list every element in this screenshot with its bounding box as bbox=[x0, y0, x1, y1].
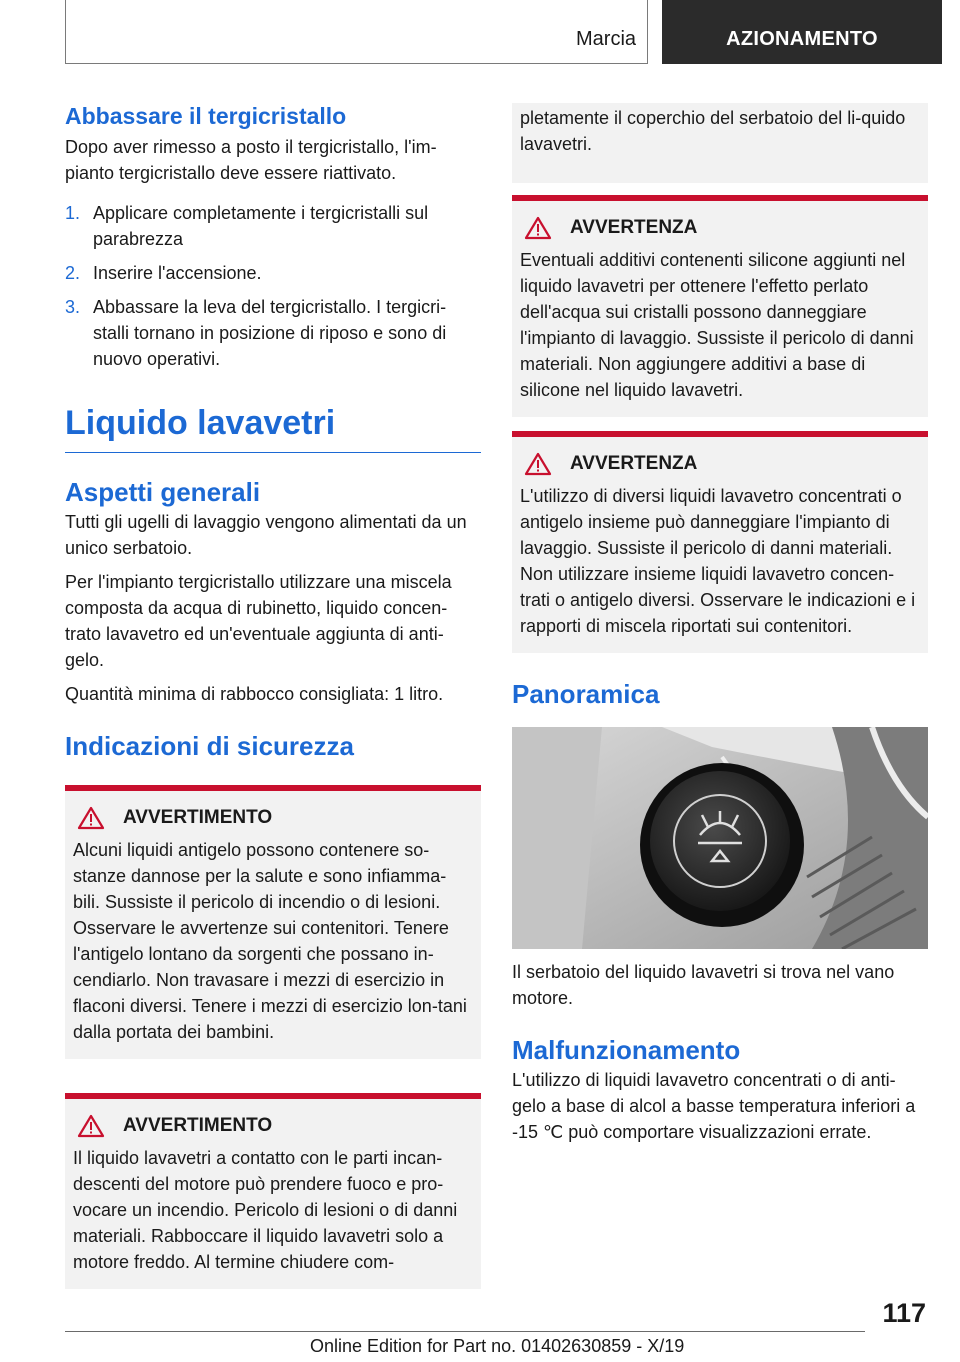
warning-continuation bbox=[512, 103, 928, 183]
heading-overview: Panoramica bbox=[512, 679, 660, 709]
general-paragraph-1: Tutti gli ugelli di lavaggio vengono alimentati da un unico serbatoio. bbox=[65, 512, 467, 558]
warning-title: AVVERTENZA bbox=[570, 453, 698, 474]
warning-box bbox=[65, 785, 481, 1059]
list-item bbox=[65, 294, 481, 372]
steps-list bbox=[65, 200, 481, 372]
page-number: 117 bbox=[882, 1298, 926, 1328]
list-item bbox=[65, 260, 481, 286]
warning-text: Alcuni liquidi antigelo possono contenere so-stanze dannose per la salute e sono infiamma-bili. Sussiste il pericolo di incendio o di lesioni. Osservare le avvertenze sui contenitori. Tenere l'antigelo lontano da sorgenti che possano in-cendiarlo. Non travasare i mezzi di esercizio in flaconi diversi. Tenere i mezzi di esercizio lon-tani dalla portata dei bambini. bbox=[73, 840, 467, 1042]
warning-text: L'utilizzo di diversi liquidi lavavetro concentrati o antigelo insieme può danneggiare l'impianto di lavaggio. Sussiste il pericolo di danni materiali. Non utilizzare insieme liquidi lavavetro concen-trati o antigelo diversi. Osservare le indicazioni e i rapporti di miscela riportati sui contenitori. bbox=[520, 486, 916, 636]
warning-triangle-icon bbox=[524, 216, 558, 240]
heading-safety: Indicazioni di sicurezza bbox=[65, 731, 354, 761]
header-frame bbox=[65, 0, 648, 64]
warning-header bbox=[73, 805, 473, 831]
header-chapter: AZIONAMENTO bbox=[726, 28, 878, 50]
warning-box bbox=[512, 431, 928, 653]
warning-title: AVVERTIMENTO bbox=[123, 807, 273, 828]
step-text: Inserire l'accensione. bbox=[93, 263, 262, 283]
footer-divider bbox=[65, 1331, 865, 1332]
heading-lower-wiper: Abbassare il tergicristallo bbox=[65, 103, 347, 129]
header-section: Marcia bbox=[576, 28, 637, 50]
lower-intro: Dopo aver rimesso a posto il tergicristallo, l'im-pianto tergicristallo deve essere riattivato. bbox=[65, 137, 437, 183]
general-paragraph-2: Per l'impianto tergicristallo utilizzare una miscela composta da acqua di rubinetto, liquido concen-trato lavavetro ed un'eventuale aggiunta di anti-gelo. bbox=[65, 572, 452, 670]
warning-header bbox=[520, 451, 920, 477]
left-column bbox=[65, 100, 481, 1289]
photo-caption: Il serbatoio del liquido lavavetri si trova nel vano motore. bbox=[512, 962, 895, 1008]
heading-general: Aspetti generali bbox=[65, 477, 261, 507]
warning-header bbox=[73, 1113, 473, 1139]
step-number: 2. bbox=[65, 263, 81, 283]
heading-malfunction: Malfunzionamento bbox=[512, 1035, 741, 1065]
general-paragraph-3: Quantità minima di rabbocco consigliata: 1 litro. bbox=[65, 684, 444, 704]
heading-washer-fluid: Liquido lavavetri bbox=[65, 400, 481, 453]
washer-reservoir-photo bbox=[512, 727, 928, 949]
list-item bbox=[65, 200, 481, 252]
step-number: 1. bbox=[65, 203, 81, 223]
warning-title: AVVERTENZA bbox=[570, 217, 698, 238]
right-column bbox=[512, 103, 928, 1145]
step-text: Applicare completamente i tergicristalli sul parabrezza bbox=[93, 203, 429, 249]
warning-text: Il liquido lavavetri a contatto con le parti incan-descenti del motore può prendere fuoco e pro-vocare un incendio. Pericolo di lesioni o di danni materiali. Rabboccare il liquido lavavetri solo a motore freddo. Al termine chiudere com- bbox=[73, 1148, 458, 1272]
warning-box bbox=[65, 1093, 481, 1289]
warning-triangle-icon bbox=[524, 452, 558, 476]
warning-box bbox=[512, 195, 928, 417]
continuation-text: pletamente il coperchio del serbatoio del li-quido lavavetri. bbox=[520, 108, 906, 154]
footer-edition: Online Edition for Part no. 01402630859 - X/19 bbox=[310, 1336, 685, 1356]
warning-header bbox=[520, 215, 920, 241]
step-number: 3. bbox=[65, 297, 81, 317]
warning-title: AVVERTIMENTO bbox=[123, 1115, 273, 1136]
malfunction-text: L'utilizzo di liquidi lavavetro concentrati o di anti-gelo a base di alcol a basse temperatura inferiori a -15 ℃ può comportare visualizzazioni errate. bbox=[512, 1070, 916, 1142]
warning-triangle-icon bbox=[77, 1114, 111, 1138]
warning-text: Eventuali additivi contenenti silicone aggiunti nel liquido lavavetri per ottenere l'effetto perlato dell'acqua sui cristalli possono danneggiare l'impianto di lavaggio. Sussiste il pericolo di danni materiali. Non aggiungere additivi a base di silicone nel liquido lavavetri. bbox=[520, 250, 914, 400]
warning-triangle-icon bbox=[77, 806, 111, 830]
step-text: Abbassare la leva del tergicristallo. I tergicri-stalli tornano in posizione di riposo e sono di nuovo operativi. bbox=[93, 297, 447, 369]
